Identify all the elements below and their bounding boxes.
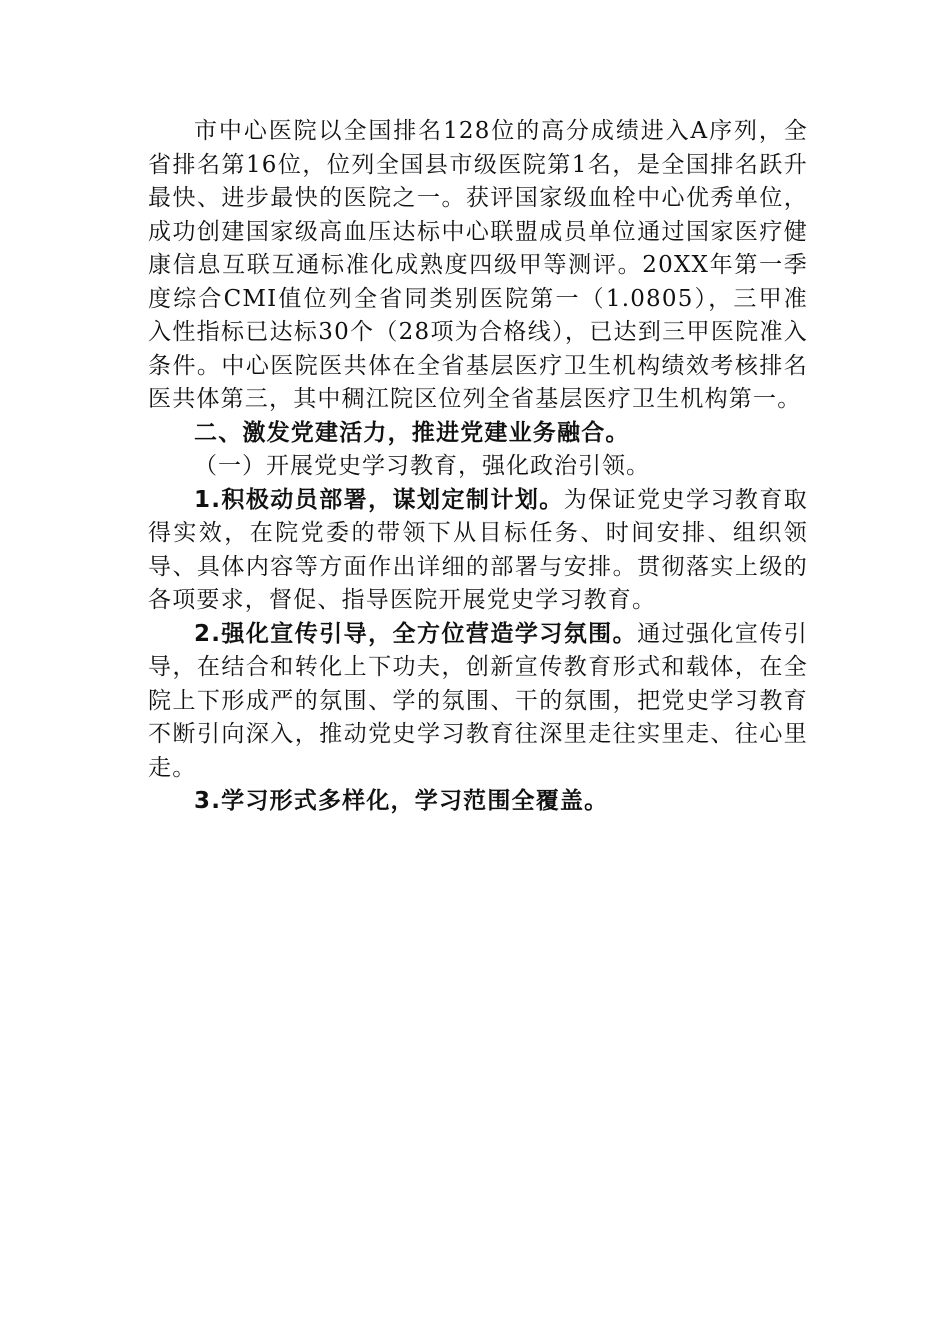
item-1-paragraph	[148, 484, 808, 618]
item-2-lead: 2.强化宣传引导，全方位营造学习氛围。	[194, 620, 638, 647]
section-heading: 二、激发党建活力，推进党建业务融合。	[194, 419, 630, 446]
item-2-paragraph	[148, 618, 808, 786]
item-1-body: 为保证党史学习教育取得实效，在院党委的带领下从目标任务、时间安排、组织领导、具体内容等方面作出详细的部署与安排。贯彻落实上级的各项要求，督促、指导医院开展党史学习教育。	[148, 486, 809, 613]
subsection-heading: （一）开展党史学习教育，强化政治引领。	[194, 453, 650, 479]
item-3-lead: 3.学习形式多样化，学习范围全覆盖。	[194, 788, 609, 814]
item-2-body: 通过强化宣传引导，在结合和转化上下功夫，创新宣传教育形式和载体，在全院上下形成严的氛围、学的氛围、干的氛围，把党史学习教育不断引向深入，推动党史学习教育往深里走往实里走、往心里走。	[148, 620, 808, 781]
item-1-lead: 1.积极动员部署，谋划定制计划。	[194, 486, 564, 513]
paragraph-hospital-ranking: 市中心医院以全国排名128位的高分成绩进入A序列，全省排名第16位，位列全国县市级医院第1名，是全国排名跃升最快、进步最快的医院之一。获评国家级血栓中心优秀单位，成功创建国家级高血压达标中心联盟成员单位通过国家医疗健康信息互联互通标准化成熟度四级甲等测评。20XX年第一季度综合CMI值位列全省同类别医院第一（1.0805），三甲准入性指标已达标30个（28项为合格线），已达到三甲医院准入条件。中心医院医共体在全省基层医疗卫生机构绩效考核排名医共体第三，其中稠江院区位列全省基层医疗卫生机构第一。	[148, 118, 808, 412]
item-3-paragraph	[148, 785, 808, 819]
document-page	[148, 115, 808, 819]
